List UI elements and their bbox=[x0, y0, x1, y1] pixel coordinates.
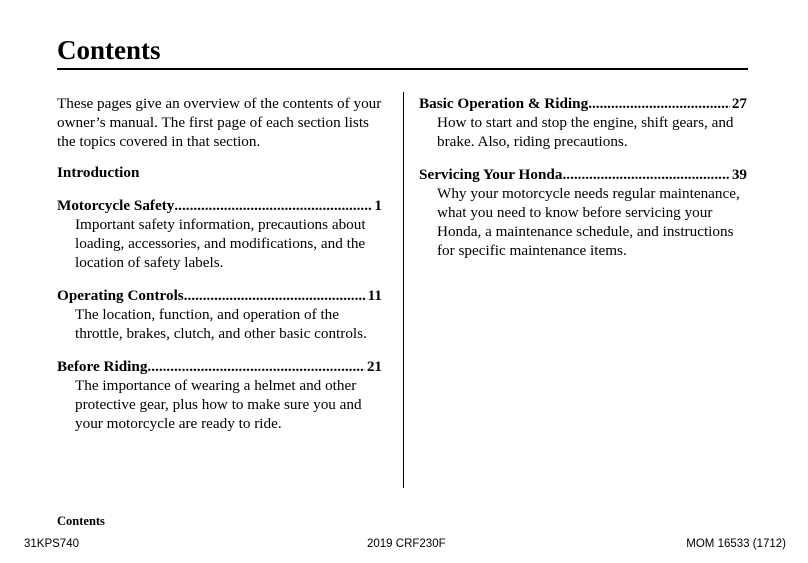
toc-entry-description: The location, function, and operation of the throttle, brakes, clutch, and other basic controls. bbox=[75, 306, 367, 342]
toc-entry-title[interactable]: Operating Controls bbox=[57, 287, 184, 304]
toc-entry-title[interactable]: Basic Operation & Riding bbox=[419, 95, 589, 112]
footer-model: 2019 CRF230F bbox=[367, 538, 446, 550]
toc-page-number[interactable]: 39 bbox=[731, 166, 747, 183]
toc-entry-before-riding[interactable] bbox=[57, 357, 382, 433]
toc-entry-head[interactable] bbox=[57, 196, 382, 215]
intro-paragraph: These pages give an overview of the contents of your owner’s manual. The first page of each section lists the topics covered in that section. bbox=[57, 95, 382, 150]
toc-entry-head[interactable] bbox=[57, 286, 382, 305]
toc-page-number[interactable]: 27 bbox=[731, 95, 747, 112]
footer-section-label: Contents bbox=[57, 514, 105, 528]
toc-entry-head[interactable] bbox=[419, 165, 747, 184]
toc-entry-title[interactable]: Motorcycle Safety bbox=[57, 197, 175, 214]
toc-entry-basic-operation[interactable] bbox=[419, 94, 747, 151]
toc-entry-title[interactable]: Servicing Your Honda bbox=[419, 166, 563, 183]
toc-entry-operating-controls[interactable] bbox=[57, 286, 382, 343]
column-divider bbox=[403, 92, 404, 488]
toc-entry-servicing[interactable] bbox=[419, 165, 747, 260]
toc-leader-dots bbox=[562, 165, 729, 184]
toc-page-number[interactable]: 1 bbox=[374, 197, 382, 214]
introduction-heading: Introduction bbox=[57, 164, 140, 181]
toc-entry-description: How to start and stop the engine, shift gears, and brake. Also, riding precautions. bbox=[437, 114, 734, 150]
toc-entry-head[interactable] bbox=[57, 357, 382, 376]
toc-leader-dots bbox=[147, 357, 364, 376]
toc-entry-description: Important safety information, precautions about loading, accessories, and modifications, and the location of safety labels. bbox=[75, 216, 366, 271]
toc-entry-description: Why your motorcycle needs regular maintenance, what you need to know before servicing your Honda, a maintenance schedule, and instructions for specific maintenance items. bbox=[437, 185, 740, 259]
toc-page-number[interactable]: 21 bbox=[366, 358, 382, 375]
toc-entry-head[interactable] bbox=[419, 94, 747, 113]
toc-entry-title[interactable]: Before Riding bbox=[57, 358, 148, 375]
footer-part-number: 31KPS740 bbox=[24, 538, 79, 550]
page-title: Contents bbox=[57, 35, 161, 65]
footer-manual-code: MOM 16533 (1712) bbox=[686, 538, 786, 550]
toc-entry-description: The importance of wearing a helmet and other protective gear, plus how to make sure you and your motorcycle are ready to ride. bbox=[75, 377, 362, 432]
title-rule bbox=[57, 68, 748, 70]
toc-leader-dots bbox=[184, 286, 366, 305]
left-column bbox=[57, 94, 382, 447]
toc-leader-dots bbox=[174, 196, 372, 215]
toc-entry-motorcycle-safety[interactable] bbox=[57, 196, 382, 272]
right-column bbox=[419, 94, 747, 274]
toc-page-number[interactable]: 11 bbox=[367, 287, 382, 304]
toc-leader-dots bbox=[588, 94, 730, 113]
